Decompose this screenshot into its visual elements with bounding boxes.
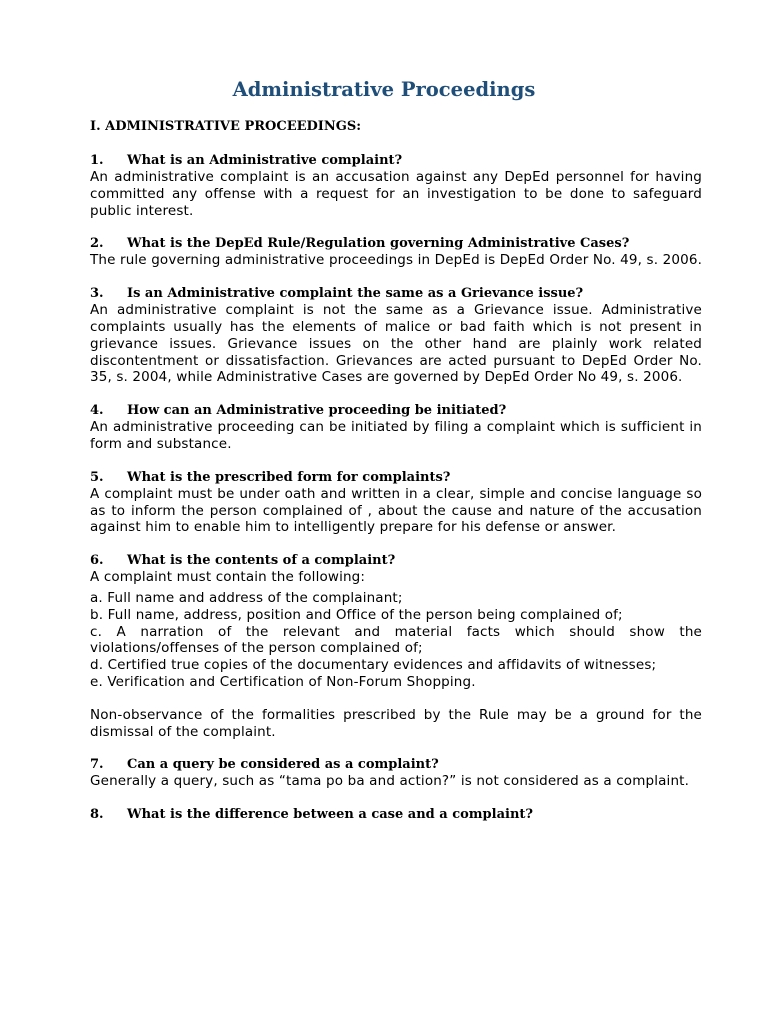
question bbox=[90, 402, 702, 419]
qa-item bbox=[90, 152, 702, 219]
section-heading: I. ADMINISTRATIVE PROCEEDINGS: bbox=[90, 119, 362, 134]
question-text: What is the prescribed form for complaints? bbox=[127, 469, 451, 485]
question-number: 3. bbox=[90, 286, 104, 302]
question bbox=[90, 285, 702, 302]
answer: Generally a query, such as “tama po ba and action?” is not considered as a complaint. bbox=[90, 773, 690, 790]
document-title: Administrative Proceedings bbox=[232, 78, 536, 101]
answer: An administrative complaint is not the same as a Grievance issue. Administrative complaints usually has the elements of malice or bad faith which is not present in grievance issues. Grievance issues on the other hand are plainly work related discontentment or dissatisfaction. Grievances are acted pursuant to DepEd Order No. 35, s. 2004, while Administrative Cases are governed by DepEd Order No 49, s. 2006. bbox=[90, 302, 702, 386]
qa-item bbox=[90, 402, 702, 453]
qa-item bbox=[90, 756, 702, 790]
question-number: 7. bbox=[90, 757, 104, 773]
qa-item bbox=[90, 235, 702, 269]
answer: A complaint must contain the following: bbox=[90, 569, 366, 586]
question bbox=[90, 552, 702, 569]
list-item: b. Full name, address, position and Office of the person being complained of; bbox=[90, 606, 623, 623]
question-number: 6. bbox=[90, 553, 104, 569]
list-item: d. Certified true copies of the documentary evidences and affidavits of witnesses; bbox=[90, 657, 657, 674]
qa-item bbox=[90, 285, 702, 386]
answer: The rule governing administrative proceedings in DepEd is DepEd Order No. 49, s. 2006. bbox=[90, 252, 703, 269]
qa-item bbox=[90, 806, 702, 823]
question-number: 1. bbox=[90, 153, 104, 168]
list-item: c. A narration of the relevant and material facts which should show the violations/offenses of the person complained of; bbox=[90, 623, 702, 657]
answer: An administrative proceeding can be initiated by filing a complaint which is sufficient in form and substance. bbox=[90, 419, 702, 452]
question-text: How can an Administrative proceeding be initiated? bbox=[127, 403, 507, 419]
qa-item bbox=[90, 552, 702, 740]
question-number: 2. bbox=[90, 236, 104, 252]
question-number: 5. bbox=[90, 469, 104, 485]
complaint-contents-list bbox=[90, 590, 702, 691]
qa-list bbox=[90, 152, 702, 823]
question bbox=[90, 756, 702, 773]
question bbox=[90, 469, 702, 486]
answer: An administrative complaint is an accusation against any DepEd personnel for having committed any offense with a request for an investigation to be done to safeguard public interest. bbox=[90, 169, 702, 219]
list-item: e. Verification and Certification of Non-Forum Shopping. bbox=[90, 673, 476, 690]
question-number: 4. bbox=[90, 403, 104, 419]
qa-item bbox=[90, 469, 702, 536]
note: Non-observance of the formalities prescribed by the Rule may be a ground for the dismissal of the complaint. bbox=[90, 706, 702, 740]
question-text: Can a query be considered as a complaint? bbox=[127, 757, 439, 773]
question-text: What is an Administrative complaint? bbox=[127, 153, 403, 168]
question-text: What is the difference between a case and a complaint? bbox=[127, 807, 534, 823]
answer: A complaint must be under oath and written in a clear, simple and concise language so as to inform the person complained of , about the cause and nature of the accusation against him to enable him to intelligently prepare for his defense or answer. bbox=[90, 485, 702, 536]
question-number: 8. bbox=[90, 807, 104, 823]
question-text: What is the contents of a complaint? bbox=[127, 553, 396, 569]
list-item: a. Full name and address of the complainant; bbox=[90, 589, 403, 606]
question-text: What is the DepEd Rule/Regulation governing Administrative Cases? bbox=[127, 236, 630, 252]
question bbox=[90, 235, 702, 252]
question-text: Is an Administrative complaint the same as a Grievance issue? bbox=[127, 286, 584, 302]
question bbox=[90, 806, 702, 823]
question bbox=[90, 152, 702, 169]
